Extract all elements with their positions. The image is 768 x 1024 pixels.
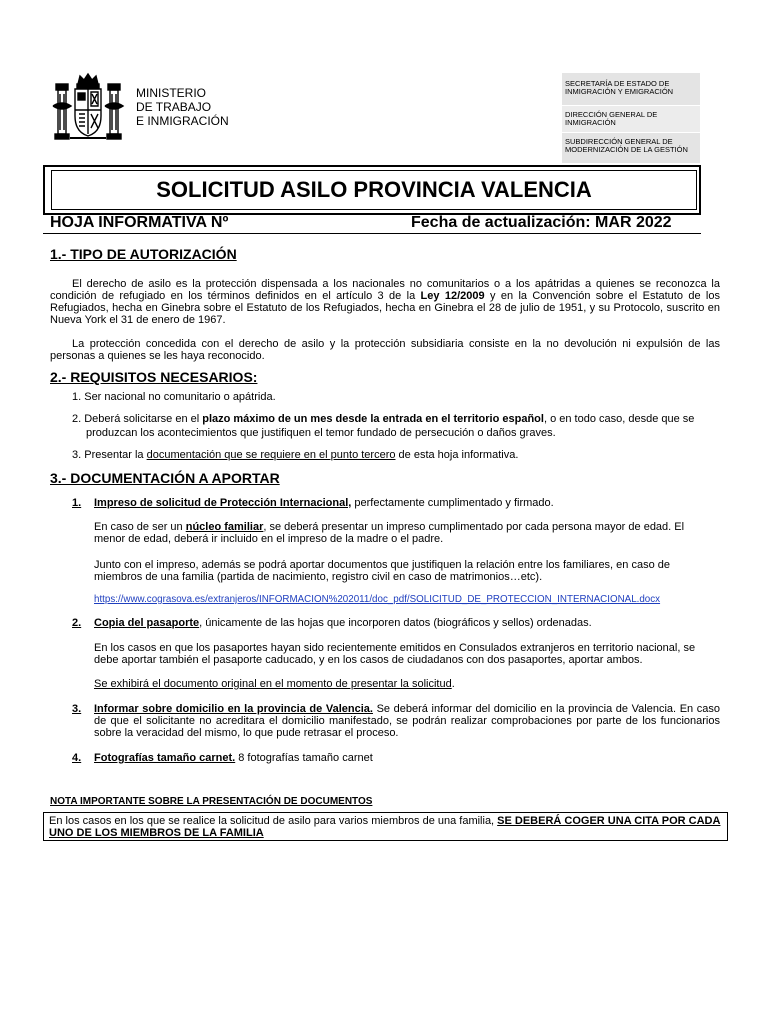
law-reference: Ley 12/2009 [420,290,485,302]
coat-of-arms-icon [50,70,126,146]
section-2-heading: 2.- REQUISITOS NECESARIOS: [50,369,258,385]
note-heading: NOTA IMPORTANTE SOBRE LA PRESENTACIÓN DE DOCUMENTOS [50,796,373,807]
text: En caso de ser un [94,521,186,533]
doc-1-link-wrapper [94,594,660,606]
title: Impreso de solicitud de Protección Internacional, [94,497,352,509]
family-unit-term: núcleo familiar [185,521,264,533]
requirement-2-continued: produzcan los acontecimientos que justifiquen el temor fundado de persecución o daños graves. [86,427,556,439]
doc-2-paragraph-1: En los casos en que los pasaportes hayan sido recientemente emitidos en Consulados extranjeros en territorio nacional, se debe aportar también el pasaporte caducado, y en los casos de ciudadanos con dos pasaportes, aportar ambos. [94,642,696,666]
doc-2-number [72,617,81,629]
text: 2. Deberá solicitarse en el [72,413,203,425]
text: 3. Presentar la [72,449,147,461]
section-1-heading: 1.- TIPO DE AUTORIZACIÓN [50,246,237,262]
org-box-direccion: DIRECCIÓN GENERAL DE INMIGRACIÓN [562,106,700,132]
doc-2-paragraph-2: Se exhibirá el documento original en el momento de presentar la solicitud. [94,678,455,690]
requirement-3 [72,449,518,461]
requirement-2 [72,413,694,425]
info-sheet-label: HOJA INFORMATIVA Nº [50,214,229,231]
text: El derecho de asilo es la protección dispensada a los nacionales no comunitarios o a los apátridas a quienes se reconozca la condición de refugiado en los términos definidos en el artículo 3 de la [50,278,720,302]
original-document-note: Se exhibirá el documento original en el momento de presentar la solicitud [94,678,452,690]
title: Fotografías tamaño carnet. [94,752,236,764]
doc-1-title [94,497,554,509]
doc-3-number [72,703,81,715]
appointment-warning: SE DEBERÁ COGER UNA CITA POR CADA UNO DE LOS MIEMBROS DE LA FAMILIA [49,815,721,839]
org-box-subdireccion: SUBDIRECCIÓN GENERAL DE MODERNIZACIÓN DE LA GESTIÓN [562,133,700,163]
text: En los casos en los que se realice la solicitud de asilo para varios miembros de una familia, [49,815,498,827]
number: 3. [72,703,82,715]
title: Copia del pasaporte [94,617,200,629]
ministry-line-1: MINISTERIO [136,86,207,100]
text: , se deberá presentar un impreso cumplimentado por cada persona mayor de edad. El menor de edad, deberá ir incluido en el impreso de la madre o el padre. [94,521,685,545]
number: 2. [72,617,82,629]
section-1-paragraph-1 [50,278,720,326]
text: y en la Convención sobre el Estatuto de los Refugiados, hecha en Ginebra sobre el Estatuto de los Refugiados, hecha en Ginebra el 28 de julio de 1951, y su Protocolo, suscrito en Nueva York el 31 de enero de 1967. [50,290,720,326]
text: 8 fotografías tamaño carnet [235,752,373,764]
ministry-line-2: DE TRABAJO [136,100,212,114]
text: , únicamente de las hojas que incorporen datos (biográficos y sellos) ordenadas. [199,617,592,629]
text: perfectamente cumplimentado y firmado. [351,497,554,509]
section-3-heading: 3.- DOCUMENTACIÓN A APORTAR [50,470,280,486]
doc-1-number [72,497,81,509]
title: Informar sobre domicilio en la provincia de Valencia. [94,703,373,715]
doc-4-number [72,752,81,764]
note-box [43,812,728,841]
page-title: SOLICITUD ASILO PROVINCIA VALENCIA [51,170,697,210]
ministry-line-3: E INMIGRACIÓN [136,114,229,128]
divider [43,233,701,234]
number: 1. [72,497,82,509]
doc-1-paragraph-2: Junto con el impreso, además se podrá aportar documentos que justifiquen la relación entre los familiares, en caso de miembros de una familia (partida de nacimiento, registro civil en caso de matrimonios…etc). [94,559,670,583]
text: Se deberá informar del domicilio en la provincia de Valencia. En caso de que el solicitante no acreditara el domicilio manifestado, se podrán realizar comprobaciones por parte de los funcionarios sobre la veracidad del mismo, lo que pude retrasar el proceso. [94,703,720,739]
text: de esta hoja informativa. [395,449,519,461]
doc-3-text [94,703,720,739]
section-1-paragraph-2: La protección concedida con el derecho de asilo y la protección subsidiaria consiste en la no devolución ni expulsión de las personas a quienes se les haya reconocido. [50,338,720,362]
ministry-name [136,86,229,128]
deadline-text: plazo máximo de un mes desde la entrada en el territorio español [202,413,544,425]
update-date: Fecha de actualización: MAR 2022 [411,214,672,231]
documentation-reference: documentación que se requiere en el punto tercero [146,449,396,461]
number: 4. [72,752,82,764]
org-box-secretaria: SECRETARÍA DE ESTADO DE INMIGRACIÓN Y EMIGRACIÓN [562,73,700,105]
application-form-link[interactable]: https://www.cograsova.es/extranjeros/INFORMACION%202011/doc_pdf/SOLICITUD_DE_PROTECCION_INTERNACIONAL.docx [94,594,661,605]
requirement-1: 1. Ser nacional no comunitario o apátrida. [72,391,276,403]
doc-1-paragraph-1 [94,521,704,545]
text: , o en todo caso, desde que se [543,413,695,425]
doc-2-title [94,617,592,629]
doc-4-text [94,752,373,764]
